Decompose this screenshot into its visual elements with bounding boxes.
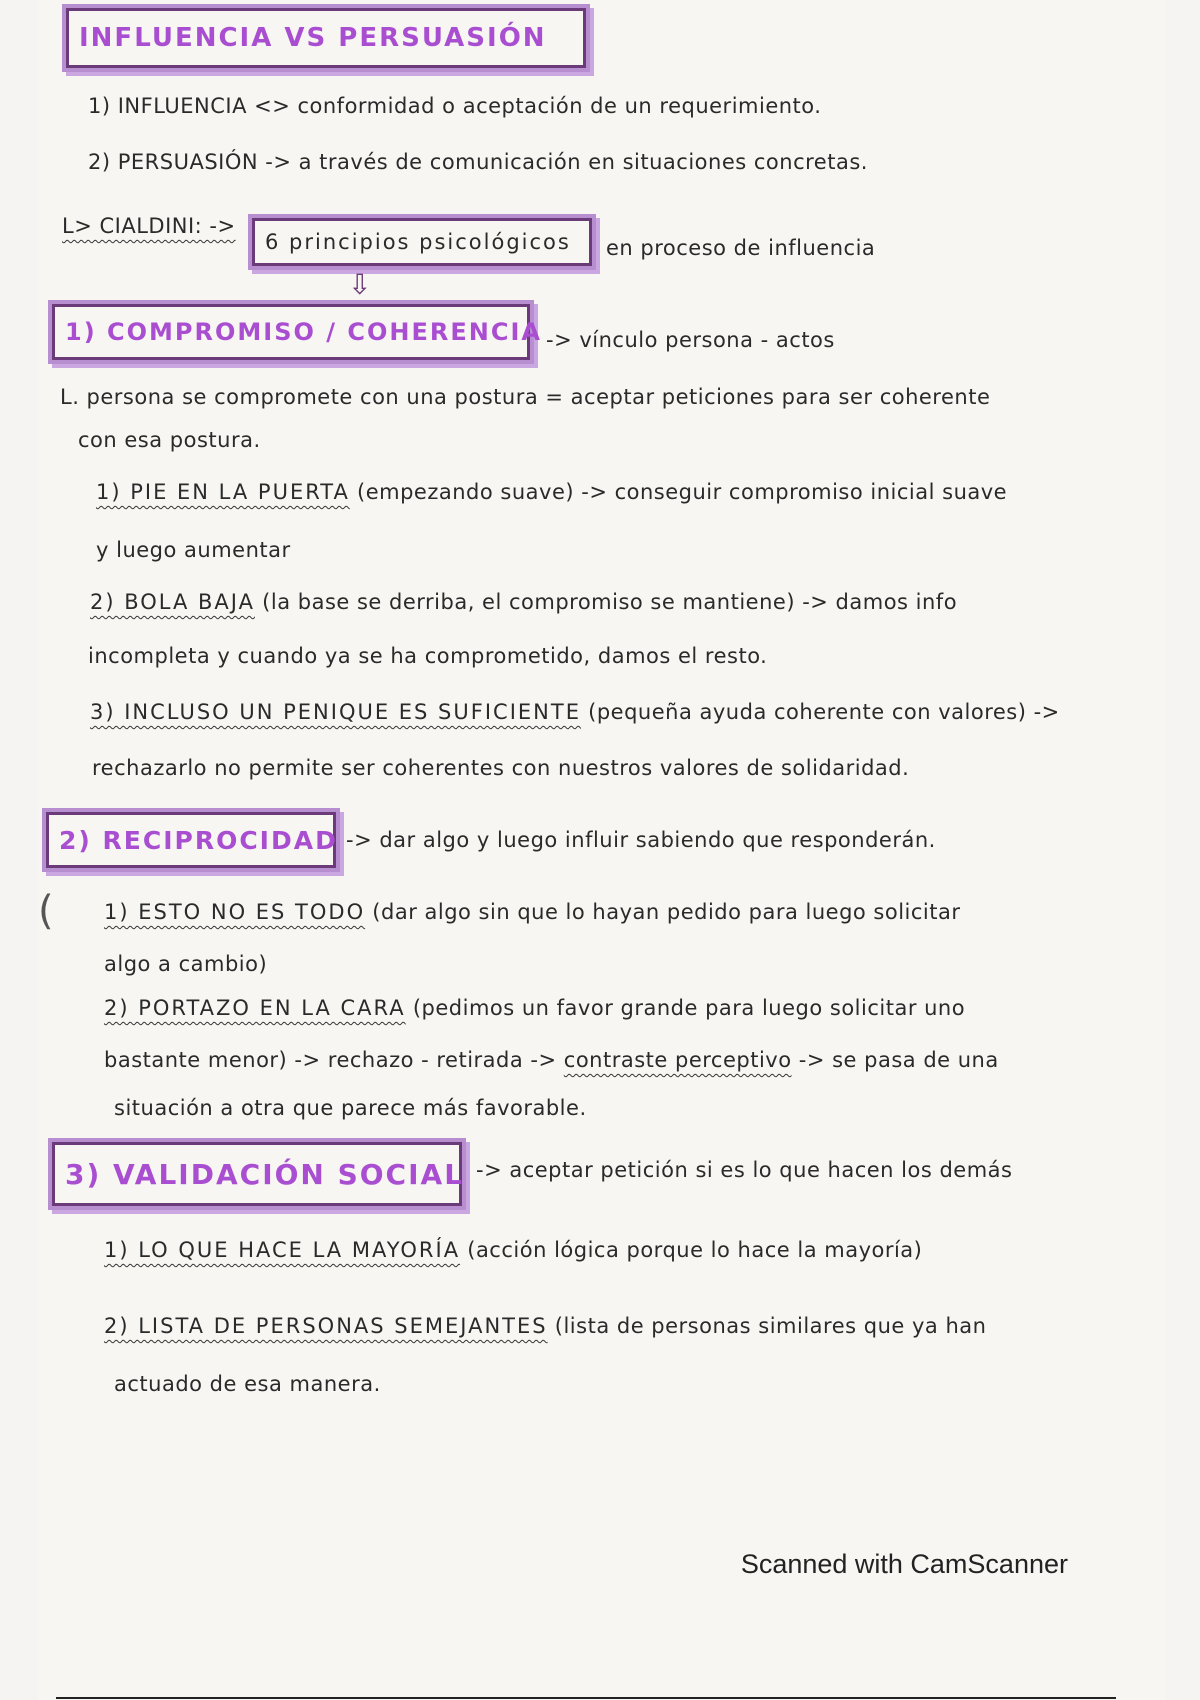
intro-line-3-tail: en proceso de influencia — [606, 236, 876, 260]
notebook-page — [38, 0, 1166, 1700]
section2-item2-cont-tail: -> se pasa de una — [798, 1048, 999, 1072]
section1-item3-cont: rechazarlo no permite ser coherentes con nuestros valores de solidaridad. — [92, 756, 910, 780]
technique-incluso-un-penique: 3) INCLUSO UN PENIQUE ES SUFICIENTE — [90, 700, 581, 724]
section2-heading: 2) RECIPROCIDAD — [59, 825, 338, 855]
section2-item1-desc: (dar algo sin que lo hayan pedido para luego solicitar — [372, 900, 961, 924]
bottom-divider — [56, 1697, 1116, 1699]
section3-item1 — [104, 1238, 922, 1262]
section2-item2-cont-text: bastante menor) -> rechazo - retirada -> — [104, 1048, 557, 1072]
technique-esto-no-es-todo: 1) ESTO NO ES TODO — [104, 900, 366, 924]
intro-line-1: 1) INFLUENCIA <> conformidad o aceptación de un requerimiento. — [88, 94, 822, 118]
section2-item2-desc: (pedimos un favor grande para luego solicitar uno — [412, 996, 966, 1020]
section3-heading-box — [52, 1142, 465, 1206]
section1-item3 — [90, 700, 1060, 724]
section1-desc-2: con esa postura. — [78, 428, 261, 452]
contraste-perceptivo-term: contraste perceptivo — [563, 1048, 792, 1072]
section3-heading: 3) VALIDACIÓN SOCIAL — [65, 1157, 465, 1191]
section1-heading: 1) COMPROMISO / COHERENCIA — [65, 318, 542, 346]
technique-pie-en-la-puerta: 1) PIE EN LA PUERTA — [96, 480, 350, 504]
section3-heading-tail: -> aceptar petición si es lo que hacen los demás — [476, 1158, 1013, 1182]
section3-item1-desc: (acción lógica porque lo hace la mayoría) — [467, 1238, 923, 1262]
technique-lista-de-personas-semejantes: 2) LISTA DE PERSONAS SEMEJANTES — [104, 1314, 548, 1338]
section1-item2 — [90, 590, 957, 614]
section1-item3-desc: (pequeña ayuda coherente con valores) -> — [588, 700, 1060, 724]
section3-item2-desc: (lista de personas similares que ya han — [554, 1314, 987, 1338]
section3-item2 — [104, 1314, 986, 1338]
intro-line-2: 2) PERSUASIÓN -> a través de comunicación en situaciones concretas. — [88, 150, 868, 174]
section1-item1 — [96, 480, 1007, 504]
section2-heading-tail: -> dar algo y luego influir sabiendo que responderán. — [346, 828, 936, 852]
title-box — [66, 8, 586, 68]
section1-heading-tail: -> vínculo persona - actos — [546, 328, 835, 352]
technique-bola-baja: 2) BOLA BAJA — [90, 590, 255, 614]
camscanner-watermark: Scanned with CamScanner — [740, 1549, 1068, 1579]
section1-item1-desc: (empezando suave) -> conseguir compromiso inicial suave — [357, 480, 1008, 504]
section1-desc-1: L. persona se compromete con una postura = aceptar peticiones para ser coherente — [60, 385, 991, 409]
section2-item1 — [104, 900, 961, 924]
principles-text: 6 principios psicológicos — [265, 230, 571, 254]
cialdini-label: L> CIALDINI: -> — [62, 214, 236, 238]
section1-heading-box — [52, 304, 542, 360]
section2-heading-box — [46, 812, 336, 868]
page-title: INFLUENCIA VS PERSUASIÓN — [79, 23, 547, 53]
technique-portazo-en-la-cara: 2) PORTAZO EN LA CARA — [104, 996, 406, 1020]
principles-box — [252, 218, 592, 266]
section2-item1-cont: algo a cambio) — [104, 952, 268, 976]
technique-lo-que-hace-la-mayoria: 1) LO QUE HACE LA MAYORÍA — [104, 1238, 461, 1262]
section2-item2-cont-2: situación a otra que parece más favorable. — [114, 1096, 587, 1120]
section1-item1-cont: y luego aumentar — [96, 538, 291, 562]
down-arrow-icon: ⇩ — [348, 268, 372, 301]
section2-item2 — [104, 996, 965, 1020]
margin-bracket-mark: ( — [38, 888, 54, 934]
section1-item2-cont: incompleta y cuando ya se ha comprometido, damos el resto. — [88, 644, 768, 668]
section2-item2-cont — [104, 1048, 999, 1072]
section3-item2-cont: actuado de esa manera. — [114, 1372, 381, 1396]
section1-item2-desc: (la base se derriba, el compromiso se mantiene) -> damos info — [262, 590, 958, 614]
